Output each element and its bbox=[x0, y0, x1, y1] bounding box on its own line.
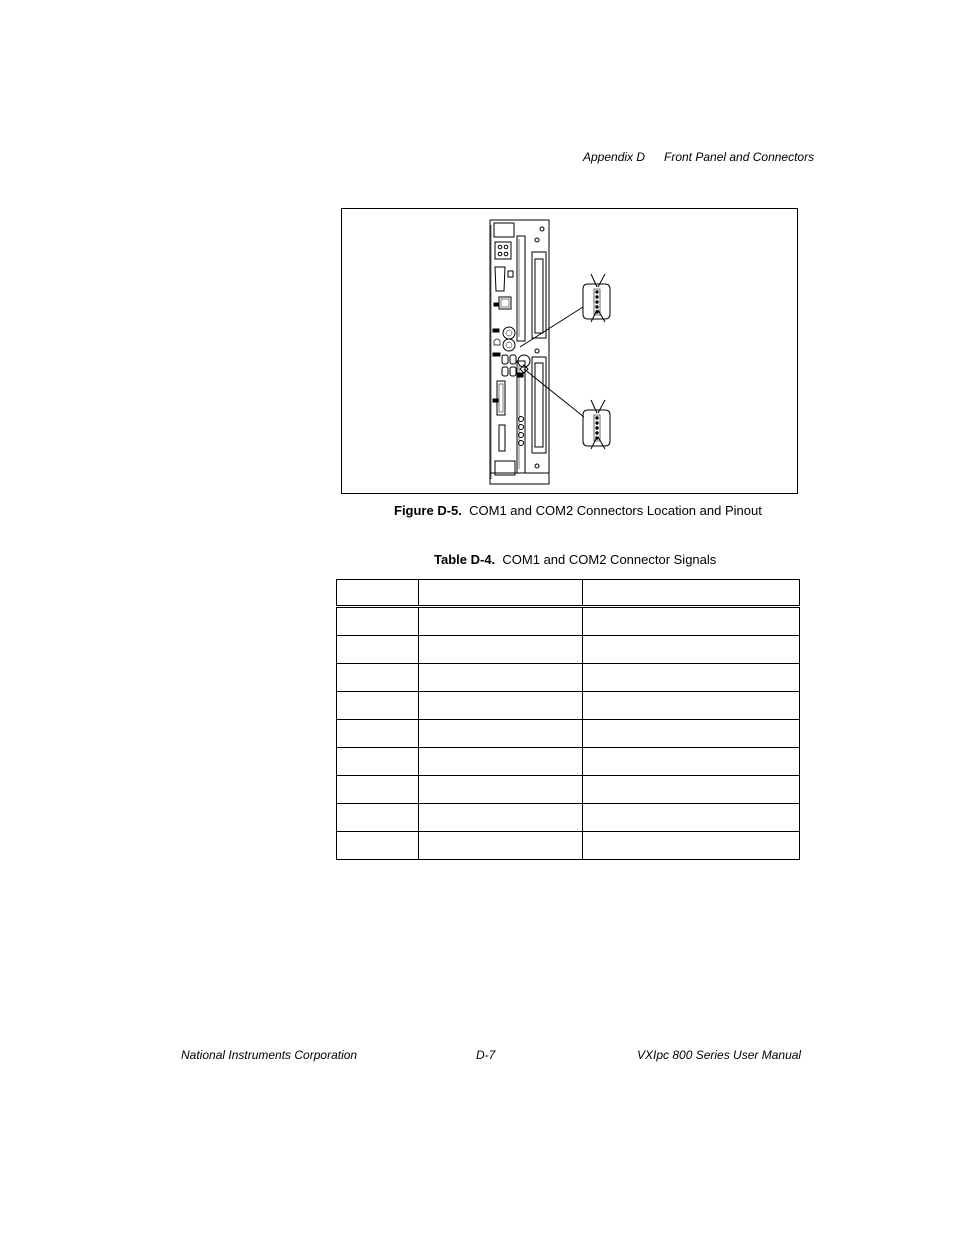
table-cell bbox=[582, 636, 799, 664]
parallel-port bbox=[497, 381, 505, 415]
header-appendix: Appendix D bbox=[583, 150, 646, 164]
table-cell bbox=[582, 748, 799, 776]
table-row bbox=[337, 804, 800, 832]
table-header-row bbox=[337, 580, 800, 607]
connector-signals-table bbox=[336, 579, 800, 860]
table-cell bbox=[418, 664, 582, 692]
header-section: Front Panel and Connectors bbox=[664, 150, 815, 164]
table-row bbox=[337, 748, 800, 776]
table-row bbox=[337, 776, 800, 804]
footer-company: National Instruments Corporation bbox=[181, 1048, 358, 1062]
table-row bbox=[337, 607, 800, 636]
table-cell bbox=[582, 776, 799, 804]
table-cell bbox=[337, 664, 419, 692]
figure-caption-text: COM1 and COM2 Connectors Location and Pinout bbox=[469, 503, 762, 518]
table-cell bbox=[337, 748, 419, 776]
table-cell bbox=[418, 607, 582, 636]
table-cell bbox=[418, 748, 582, 776]
table-cell bbox=[418, 776, 582, 804]
table-cell bbox=[582, 804, 799, 832]
vga-connector bbox=[495, 267, 505, 291]
table-cell bbox=[337, 636, 419, 664]
com2-leader bbox=[524, 369, 584, 417]
table-cell bbox=[418, 832, 582, 860]
table-row bbox=[337, 832, 800, 860]
table-cell bbox=[337, 804, 419, 832]
front-panel-diagram bbox=[342, 209, 799, 495]
header-cell bbox=[582, 580, 799, 607]
table-caption bbox=[434, 552, 716, 567]
table-cell bbox=[582, 607, 799, 636]
table-body bbox=[337, 607, 800, 860]
gpib-connector bbox=[499, 425, 505, 451]
figure-label: Figure D-5. bbox=[394, 503, 462, 518]
top-eject bbox=[494, 223, 514, 237]
table-cell bbox=[582, 692, 799, 720]
com1-pinout bbox=[583, 274, 610, 322]
com2-pinout bbox=[583, 400, 610, 449]
table-cell bbox=[418, 804, 582, 832]
figure-frame bbox=[341, 208, 798, 494]
table-label: Table D-4. bbox=[434, 552, 496, 567]
table-cell bbox=[337, 720, 419, 748]
table-row bbox=[337, 636, 800, 664]
table-row bbox=[337, 720, 800, 748]
figure-caption bbox=[394, 503, 762, 518]
table-cell bbox=[582, 664, 799, 692]
table-cell bbox=[337, 776, 419, 804]
table-cell bbox=[337, 832, 419, 860]
table-row bbox=[337, 692, 800, 720]
lower-slot bbox=[532, 357, 546, 453]
upper-slot bbox=[532, 252, 546, 338]
footer-manual-title: VXIpc 800 Series User Manual bbox=[637, 1048, 802, 1062]
com1-port bbox=[502, 355, 508, 364]
header-cell bbox=[418, 580, 582, 607]
com2-port bbox=[510, 355, 516, 364]
table-cell bbox=[418, 692, 582, 720]
com1-leader bbox=[520, 307, 583, 347]
keyboard-port bbox=[503, 327, 515, 339]
table-cell bbox=[582, 720, 799, 748]
table-cell bbox=[418, 720, 582, 748]
header-cell bbox=[337, 580, 419, 607]
mouse-port bbox=[503, 339, 515, 351]
table-cell bbox=[337, 692, 419, 720]
table-cell bbox=[337, 607, 419, 636]
footer-page-number: D-7 bbox=[476, 1048, 496, 1062]
table-cell bbox=[582, 832, 799, 860]
table-caption-text: COM1 and COM2 Connector Signals bbox=[502, 552, 717, 567]
table-cell bbox=[418, 636, 582, 664]
table-row bbox=[337, 664, 800, 692]
